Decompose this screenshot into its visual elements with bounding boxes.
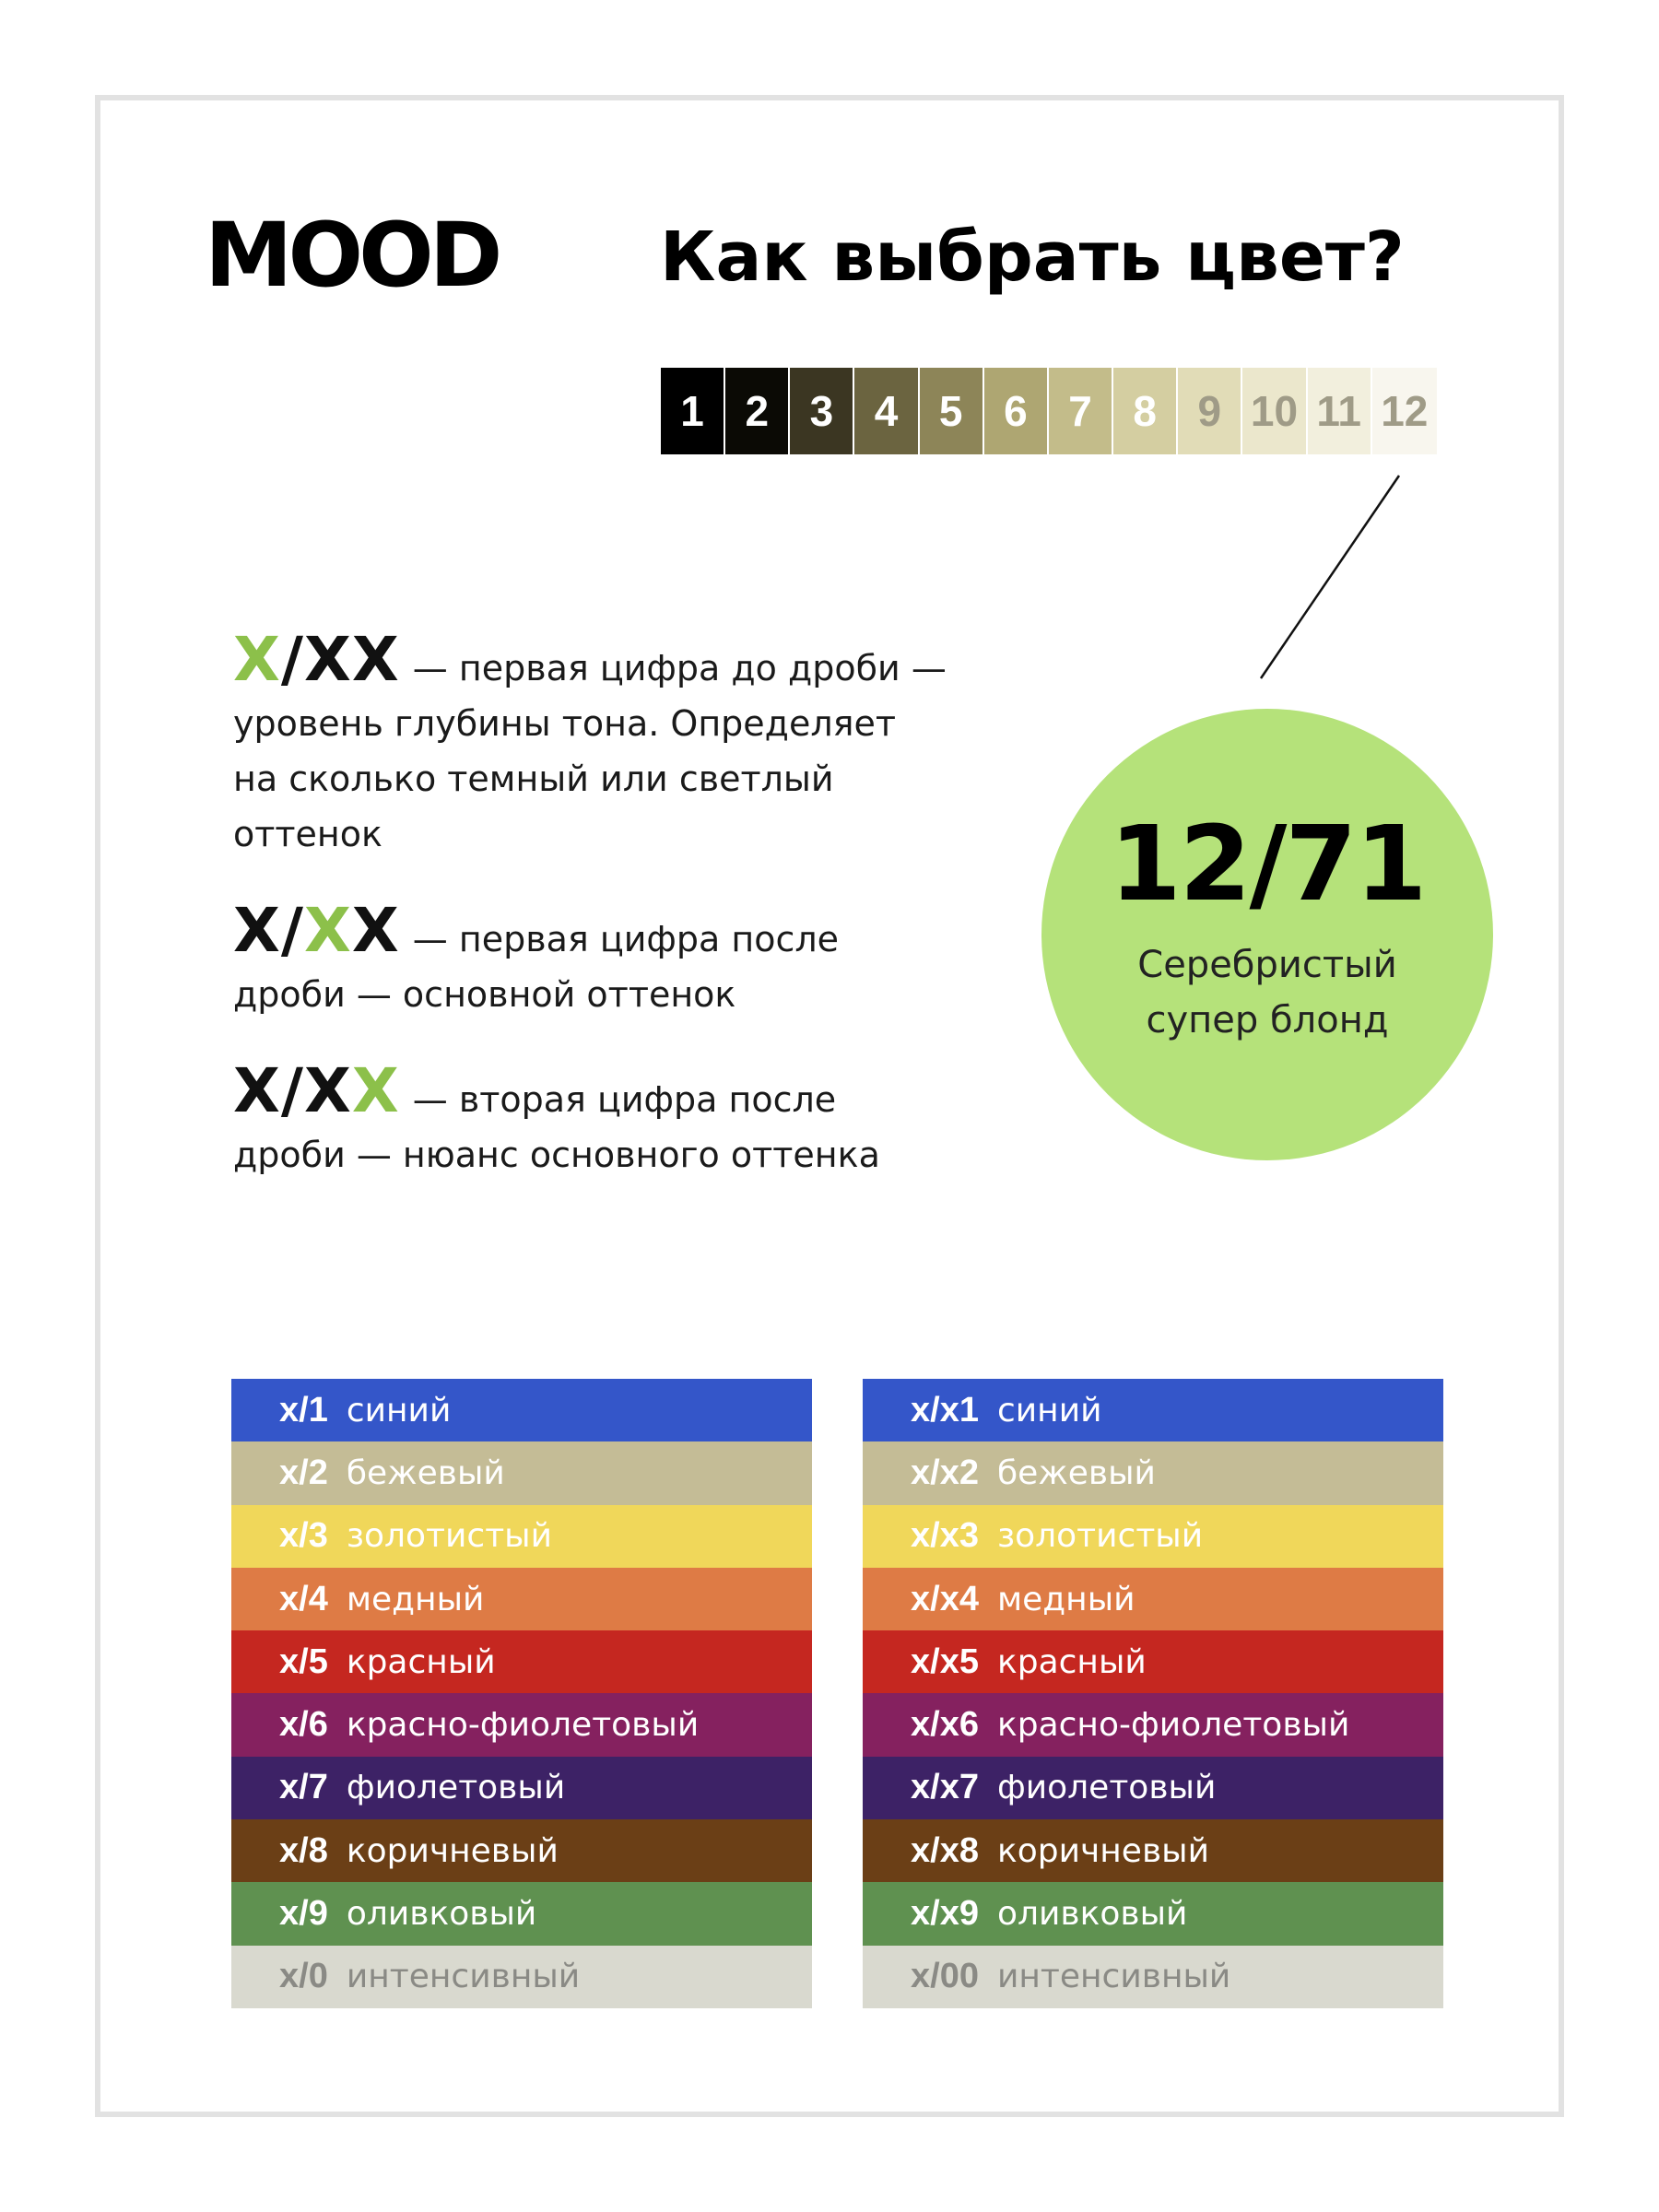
tone-level-cell: 2: [725, 368, 790, 454]
explanation-text: — первая цифра до дроби —: [412, 648, 947, 688]
legend-main-shade: [231, 1379, 812, 2008]
legend-row: [863, 1505, 1443, 1568]
pointer-line: [1235, 470, 1456, 691]
shade-name: фиолетовый: [996, 1769, 1217, 1807]
legend-row: [863, 1882, 1443, 1945]
explanation-main-shade-first-line: [233, 895, 989, 967]
tone-level-cell: 6: [984, 368, 1049, 454]
shade-name: красный: [346, 1642, 496, 1681]
format-code: Х/ХХ: [233, 895, 400, 966]
explanation-level-first-line: [233, 624, 989, 696]
legend-row: [231, 1946, 812, 2008]
explanation-text: на сколько темный или светлый: [233, 759, 834, 799]
explanation-level: [233, 624, 989, 862]
legend-row: [231, 1568, 812, 1630]
explanation-nuance: [233, 1055, 989, 1182]
tone-level-cell: 9: [1178, 368, 1242, 454]
legend-row: [863, 1630, 1443, 1693]
shade-name: синий: [996, 1391, 1102, 1430]
shade-code: х/3: [279, 1516, 328, 1556]
shade-name: коричневый: [346, 1831, 559, 1870]
shade-name: бежевый: [996, 1453, 1156, 1492]
shade-code: х/х7: [911, 1768, 979, 1807]
example-shade-code: 12/71: [1109, 805, 1426, 924]
tone-level-cell: 3: [790, 368, 854, 454]
legend-row: [231, 1882, 812, 1945]
shade-code: х/9: [279, 1894, 328, 1934]
shade-code: х/х3: [911, 1516, 979, 1556]
tone-level-cell: 5: [920, 368, 984, 454]
legend-row: [863, 1568, 1443, 1630]
example-shade-name-line-1: Серебристый: [1137, 944, 1397, 986]
page-title: Как выбрать цвет?: [660, 218, 1405, 297]
legend-row: [231, 1757, 812, 1819]
legend-row: [231, 1819, 812, 1882]
shade-code: х/5: [279, 1641, 328, 1681]
explanation-text: — вторая цифра после: [412, 1079, 837, 1120]
highlighted-digit: Х: [233, 624, 281, 695]
legend-row: [231, 1441, 812, 1504]
legend-nuance: [863, 1379, 1443, 2008]
legend-row: [863, 1693, 1443, 1756]
example-shade-circle: [1041, 709, 1493, 1160]
shade-code: х/х4: [911, 1579, 979, 1618]
shade-name: красный: [996, 1642, 1147, 1681]
tone-level-cell: 1: [661, 368, 725, 454]
shade-name: оливковый: [346, 1895, 537, 1934]
shade-name: медный: [996, 1580, 1135, 1618]
shade-name: медный: [346, 1580, 485, 1618]
legend-row: [863, 1819, 1443, 1882]
tone-level-scale: [661, 368, 1437, 454]
legend-row: [863, 1757, 1443, 1819]
shade-code: х/0: [279, 1957, 328, 1996]
explanation-text: — первая цифра после: [412, 919, 840, 959]
explanation-nuance-first-line: [233, 1055, 989, 1127]
shade-name: интенсивный: [996, 1958, 1231, 1996]
tone-level-cell: 4: [854, 368, 919, 454]
shade-name: бежевый: [346, 1453, 505, 1492]
tone-level-cell: 8: [1113, 368, 1178, 454]
format-code: Х/ХХ: [233, 1055, 400, 1126]
brand-logo: MOOD: [205, 204, 499, 307]
example-shade-name: [1041, 937, 1493, 1048]
shade-code: х/4: [279, 1579, 328, 1618]
shade-name: оливковый: [996, 1895, 1188, 1934]
legend-row: [863, 1441, 1443, 1504]
tone-level-cell: 12: [1372, 368, 1437, 454]
shade-code: х/2: [279, 1453, 328, 1492]
shade-code: х/х5: [911, 1641, 979, 1681]
shade-code: х/х1: [911, 1390, 979, 1430]
shade-code: х/1: [279, 1390, 328, 1430]
tone-level-cell: 10: [1242, 368, 1307, 454]
shade-name: коричневый: [996, 1831, 1209, 1870]
shade-code: х/6: [279, 1705, 328, 1745]
explanation-text: дроби — нюанс основного оттенка: [233, 1135, 880, 1175]
shade-name: фиолетовый: [346, 1769, 566, 1807]
legend-row: [863, 1379, 1443, 1441]
legend-row: [231, 1630, 812, 1693]
shade-name: интенсивный: [346, 1958, 581, 1996]
legend-row: [231, 1379, 812, 1441]
shade-code: х/х9: [911, 1894, 979, 1934]
shade-code: х/х8: [911, 1830, 979, 1870]
example-shade-name-line-2: супер блонд: [1146, 999, 1389, 1041]
shade-code: х/00: [911, 1957, 979, 1996]
shade-code: х/х2: [911, 1453, 979, 1492]
legend-row: [231, 1505, 812, 1568]
shade-code: х/х6: [911, 1705, 979, 1745]
shade-code: х/8: [279, 1830, 328, 1870]
format-code: Х/ХХ: [233, 624, 400, 695]
tone-level-cell: 7: [1049, 368, 1113, 454]
explanation-main-shade: [233, 895, 989, 1022]
explanation-text: уровень глубины тона. Определяет: [233, 703, 896, 744]
legend-row: [231, 1693, 812, 1756]
shade-name: золотистый: [346, 1517, 552, 1556]
explanation-text: дроби — основной оттенок: [233, 974, 736, 1015]
highlighted-digit: Х: [351, 1055, 400, 1126]
explanation-text: оттенок: [233, 814, 382, 854]
shade-name: красно-фиолетовый: [996, 1706, 1350, 1745]
tone-level-cell: 11: [1308, 368, 1372, 454]
highlighted-digit: Х: [304, 895, 352, 966]
shade-code: х/7: [279, 1768, 328, 1807]
shade-name: золотистый: [996, 1517, 1204, 1556]
shade-name: синий: [346, 1391, 452, 1430]
legend-row: [863, 1946, 1443, 2008]
shade-name: красно-фиолетовый: [346, 1706, 700, 1745]
